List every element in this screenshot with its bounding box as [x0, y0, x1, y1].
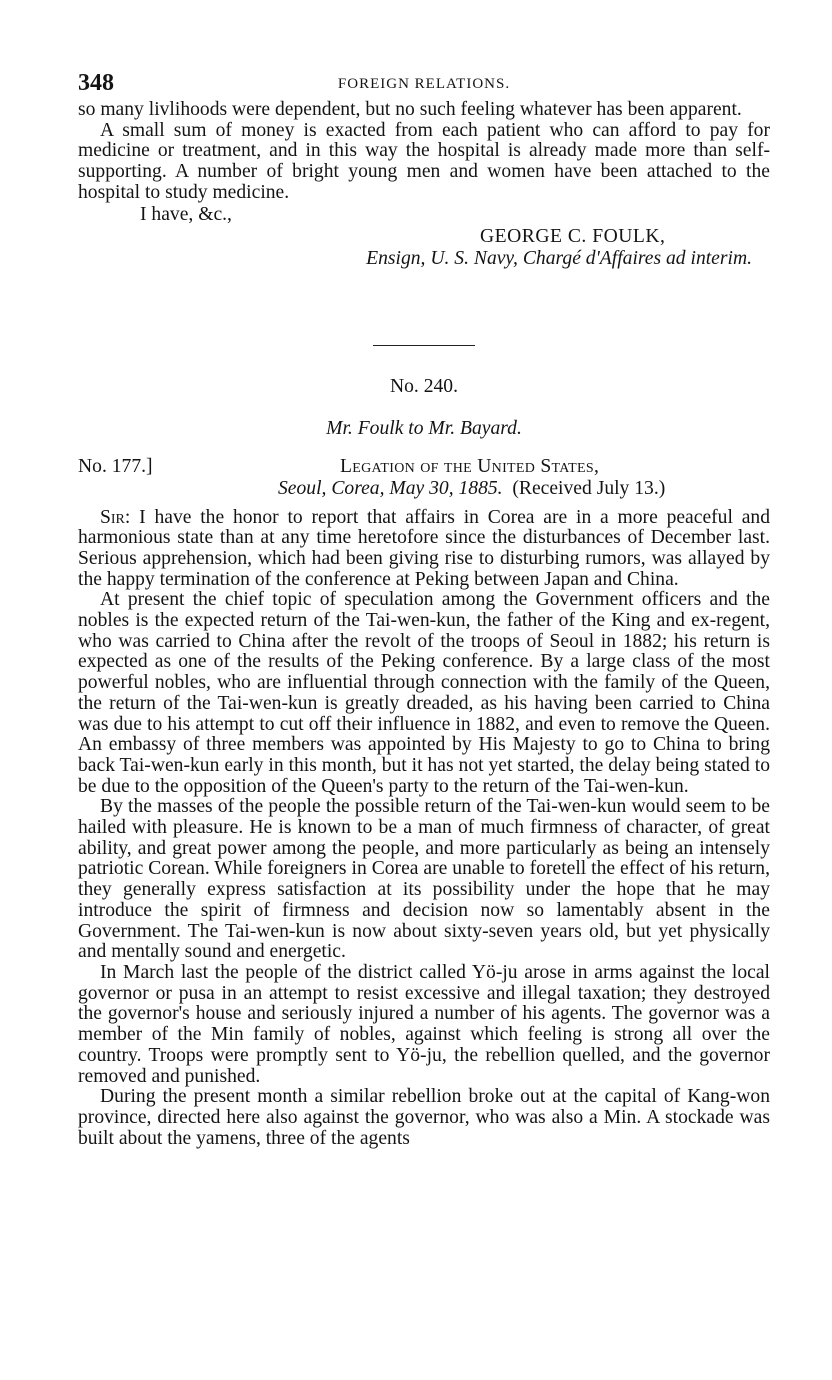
running-title: FOREIGN RELATIONS. — [337, 76, 511, 92]
body-paragraph-2: At present the chief topic of speculation among the Government officers and the nobles is the expected return of the Tai-wen-kun, the father of the King and ex-regent, who was carried to China after the revolt of the troops of Seoul in 1882; his return is expected as one of the results of the Peking conference. By a large class of the most powerful nobles, who are influential through connection with the family of the Queen, the return of the Tai-wen-kun is greatly dreaded, as his having been carried to China was due to his attempt to cut off their influence in 1882, and even to remove the Queen. An embassy of three members was appointed by His Majesty to go to China to bring back Tai-wen-kun early in this month, but it has not yet started, the delay being stated to be due to the opposition of the Queen's party to the return of the Tai-wen-kun. — [78, 589, 770, 797]
legation-line: Legation of the United States, — [340, 455, 600, 477]
letter-heading — [78, 456, 770, 504]
dateline — [278, 478, 665, 500]
body-paragraph-1 — [78, 508, 770, 591]
body-paragraph-3: By the masses of the people the possible return of the Tai-wen-kun would seem to be hailed with pleasure. He is known to be a man of much firmness of character, of great ability, and great power among the people, and more particularly as being an intensely patriotic Corean. While foreigners in Corea are unable to foretell the effect of his return, they generally express satisfaction at its possibility under the hope that he may introduce the spirit of firmness and decision now so lamentably absent in the Government. The Tai-wen-kun is now about sixty-seven years old, but yet physically and mentally sound and energetic. — [78, 796, 770, 963]
despatch-number: No. 177.] — [78, 455, 153, 477]
signature-title: Ensign, U. S. Navy, Chargé d'Affaires ad interim. — [366, 247, 752, 269]
prev-letter-paragraph-1: so many livlihoods were dependent, but no such feeling whatever has been apparent. — [78, 99, 742, 120]
body-paragraph-1-text: I have the honor to report that affairs in Corea are in a more peaceful and harmonious state than at any time heretofore since the disturbances of December last. Serious apprehension, which had been giving rise to disturbing rumors, was allayed by the happy termination of the conference at Peking between Japan and China. — [78, 506, 770, 590]
place-date: Seoul, Corea, May 30, 1885. — [278, 477, 503, 499]
page-header — [78, 70, 770, 100]
prev-letter-closing-block — [78, 204, 770, 270]
closing-phrase: I have, &c., — [140, 203, 232, 225]
salutation: Sir: — [100, 506, 131, 528]
section-divider — [373, 345, 475, 346]
document-title: Mr. Foulk to Mr. Bayard. — [326, 417, 522, 439]
page-number: 348 — [78, 70, 114, 96]
body-paragraph-4: In March last the people of the district called Yö-ju arose in arms against the local governor or pusa in an attempt to resist excessive and illegal taxation; they destroyed the governor's house and seriously injured a number of his agents. The governor was a member of the Min family of nobles, against which feeling is strong all over the country. Troops were promptly sent to Yö-ju, the rebellion quelled, and the governor removed and punished. — [78, 961, 770, 1087]
body-paragraph-5: During the present month a similar rebellion broke out at the capital of Kang-won province, directed here also against the governor, who was also a Min. A stockade was built about the yamens, three of the agents — [78, 1086, 770, 1149]
prev-letter-paragraph-2: A small sum of money is exacted from each patient who can afford to pay for medicine or treatment, and in this way the hospital is already made more than self-supporting. A number of bright young men and women have been attached to the hospital to study medicine. — [78, 119, 770, 203]
received-date: (Received July 13.) — [512, 477, 666, 499]
signature-name: GEORGE C. FOULK, — [480, 225, 666, 247]
document-page — [78, 70, 770, 1149]
document-number: No. 240. — [389, 375, 459, 397]
